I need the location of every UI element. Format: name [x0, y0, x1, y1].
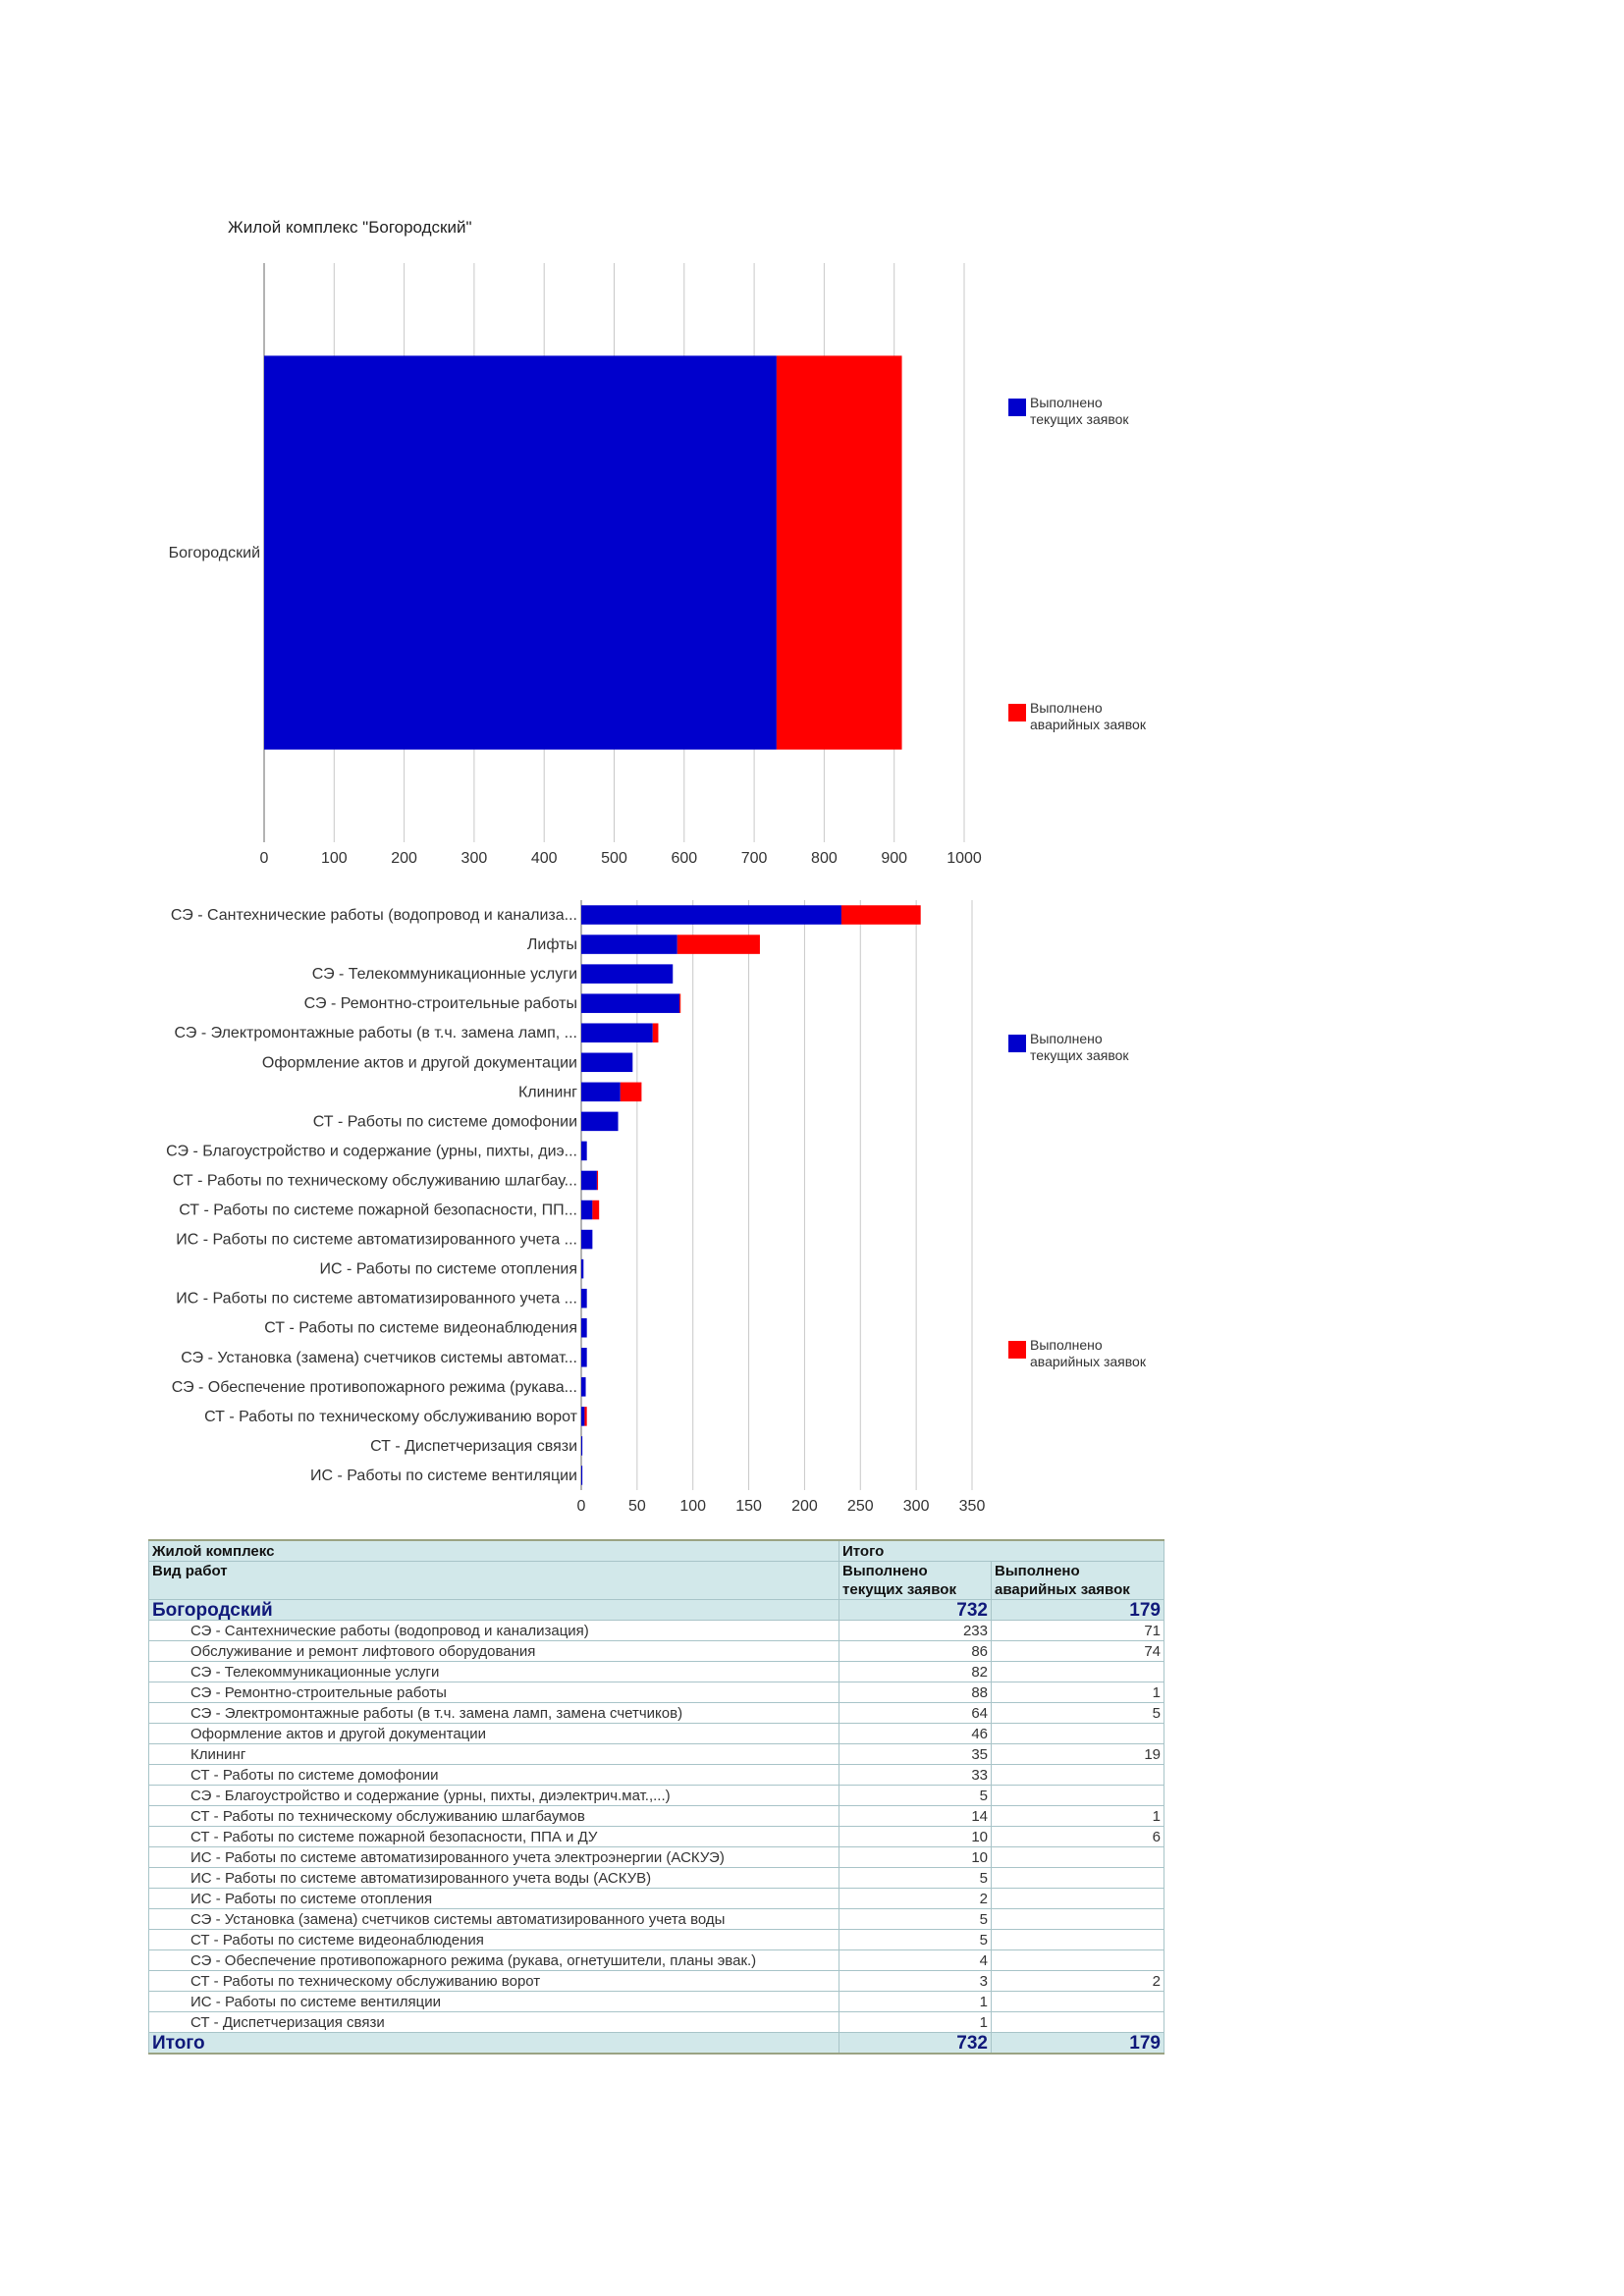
chart1-tick-label: 300: [460, 850, 488, 867]
chart1-legend-current: [1008, 395, 1177, 428]
chart2-category-label: Клининг: [517, 1084, 577, 1101]
chart1-tick-label: 1000: [947, 850, 982, 867]
chart1-svg: [0, 0, 1624, 883]
table-row: [149, 1930, 1164, 1950]
row-current: 1: [839, 2012, 992, 2033]
chart1-tick-label: 0: [259, 850, 269, 867]
table-row: [149, 1724, 1164, 1744]
chart1-tick-label: 900: [881, 850, 908, 867]
chart2-category-label: СТ - Работы по техническому обслуживанию ворот: [204, 1408, 577, 1425]
chart1-title: Жилой комплекс "Богородский": [228, 218, 472, 237]
chart2-bar-current: [581, 1436, 582, 1456]
row-current: 82: [839, 1662, 992, 1682]
table-row: [149, 1765, 1164, 1786]
chart2-category-label: СЭ - Благоустройство и содержание (урны, пихты, диэ...: [166, 1143, 577, 1160]
group-row: [149, 1600, 1164, 1621]
chart1-bar-emergency: [777, 355, 902, 749]
row-current: 46: [839, 1724, 992, 1744]
header-work-type: Вид работ: [149, 1562, 839, 1600]
chart2-bar-emergency: [841, 905, 921, 925]
row-work-type: СТ - Работы по системе пожарной безопасности, ППА и ДУ: [149, 1827, 839, 1847]
row-work-type: Обслуживание и ремонт лифтового оборудования: [149, 1641, 839, 1662]
chart2-category-label: СЭ - Сантехнические работы (водопровод и канализа...: [170, 907, 577, 925]
chart2-category-label: СЭ - Установка (замена) счетчиков системы автомат...: [181, 1349, 577, 1366]
chart2-bar-current: [581, 1023, 653, 1042]
chart2-bar-current: [581, 1230, 592, 1250]
chart2-category-label: СЭ - Телекоммуникационные услуги: [311, 966, 577, 984]
table-row: [149, 1786, 1164, 1806]
total-row: [149, 2033, 1164, 2055]
table-row: [149, 1806, 1164, 1827]
table-row: [149, 1662, 1164, 1682]
table-row: [149, 1889, 1164, 1909]
legend-swatch-current: [1008, 1035, 1026, 1052]
chart1-category-label: Богородский: [168, 545, 260, 561]
chart2-bar-current: [581, 1466, 582, 1485]
table-row: [149, 1847, 1164, 1868]
row-current: 14: [839, 1806, 992, 1827]
legend-label-emergency: Выполнено аварийных заявок: [1030, 700, 1146, 732]
table-row: [149, 1621, 1164, 1641]
chart1-tick-label: 500: [601, 850, 627, 867]
table-header-row-1: [149, 1540, 1164, 1562]
chart2-bar-current: [581, 1053, 632, 1073]
chart2-category-label: СТ - Работы по техническому обслуживанию шлагбау...: [172, 1172, 577, 1190]
table-row: [149, 1744, 1164, 1765]
row-emergency: 2: [992, 1971, 1164, 1992]
chart2-category-label: СЭ - Обеспечение противопожарного режима (рукава...: [171, 1378, 577, 1396]
chart2-tick-label: 0: [576, 1498, 586, 1515]
row-current: 5: [839, 1909, 992, 1930]
chart2-bar-current: [581, 1348, 587, 1367]
table-row: [149, 1868, 1164, 1889]
chart2-bar-current: [581, 1407, 584, 1426]
legend-swatch-emergency: [1008, 704, 1026, 721]
chart2-tick-label: 200: [791, 1498, 818, 1515]
legend-swatch-current: [1008, 399, 1026, 416]
chart2-category-label: СЭ - Электромонтажные работы (в т.ч. замена ламп, ...: [174, 1025, 577, 1042]
row-emergency: 1: [992, 1806, 1164, 1827]
chart2-category-label: Оформление актов и другой документации: [261, 1054, 577, 1072]
chart1-tick-label: 600: [671, 850, 698, 867]
chart2-category-label: ИС - Работы по системе автоматизированного учета ...: [176, 1231, 577, 1249]
report-table: [148, 1539, 1164, 2055]
row-current: 10: [839, 1827, 992, 1847]
table-header-row-2: [149, 1562, 1164, 1600]
row-current: 1: [839, 1992, 992, 2012]
chart2-bar-current: [581, 905, 841, 925]
row-current: 4: [839, 1950, 992, 1971]
row-work-type: СТ - Работы по техническому обслуживанию ворот: [149, 1971, 839, 1992]
chart2-category-label: СТ - Работы по системе видеонаблюдения: [264, 1319, 577, 1337]
row-current: 3: [839, 1971, 992, 1992]
row-emergency: [992, 1724, 1164, 1744]
chart2-bar-current: [581, 993, 679, 1013]
row-current: 64: [839, 1703, 992, 1724]
row-emergency: 5: [992, 1703, 1164, 1724]
header-complex: Жилой комплекс: [149, 1540, 839, 1562]
row-emergency: [992, 1847, 1164, 1868]
table-row: [149, 1703, 1164, 1724]
group-current: 732: [839, 1600, 992, 1621]
chart2-bar-emergency: [621, 1083, 642, 1102]
chart1-bar-current: [264, 355, 777, 749]
row-emergency: [992, 1950, 1164, 1971]
chart2-category-label: ИС - Работы по системе автоматизированного учета ...: [176, 1290, 577, 1308]
row-current: 10: [839, 1847, 992, 1868]
row-emergency: 1: [992, 1682, 1164, 1703]
chart2-bar-emergency: [584, 1407, 586, 1426]
chart2-bar-current: [581, 1259, 583, 1279]
chart1-tick-label: 100: [320, 850, 348, 867]
total-label: Итого: [149, 2033, 839, 2055]
table-row: [149, 1827, 1164, 1847]
chart2-bar-emergency: [592, 1201, 599, 1220]
chart2-bar-current: [581, 964, 673, 984]
chart2-bar-current: [581, 1289, 587, 1308]
row-emergency: [992, 1992, 1164, 2012]
row-work-type: СЭ - Ремонтно-строительные работы: [149, 1682, 839, 1703]
row-emergency: [992, 1786, 1164, 1806]
row-emergency: [992, 1765, 1164, 1786]
row-current: 86: [839, 1641, 992, 1662]
row-emergency: [992, 2012, 1164, 2033]
chart2-category-label: Лифты: [526, 936, 577, 954]
row-current: 2: [839, 1889, 992, 1909]
legend-label-current: Выполнено текущих заявок: [1030, 395, 1129, 427]
table-row: [149, 1992, 1164, 2012]
chart2-bar-emergency: [653, 1023, 659, 1042]
row-work-type: ИС - Работы по системе автоматизированного учета воды (АСКУВ): [149, 1868, 839, 1889]
row-current: 88: [839, 1682, 992, 1703]
chart1-legend-emergency: [1008, 700, 1177, 733]
chart2-bar-current: [581, 934, 677, 954]
chart2-tick-label: 150: [735, 1498, 762, 1515]
group-name: Богородский: [149, 1600, 839, 1621]
chart2-bar-current: [581, 1318, 587, 1338]
row-emergency: [992, 1930, 1164, 1950]
header-total: Итого: [839, 1540, 1164, 1562]
chart2-bar-current: [581, 1083, 621, 1102]
row-work-type: СЭ - Телекоммуникационные услуги: [149, 1662, 839, 1682]
chart2-bar-current: [581, 1112, 619, 1132]
header-current: Выполнено текущих заявок: [839, 1562, 992, 1600]
table-row: [149, 1971, 1164, 1992]
chart2-tick-label: 250: [846, 1498, 874, 1515]
row-work-type: ИС - Работы по системе вентиляции: [149, 1992, 839, 2012]
chart2-bar-current: [581, 1171, 597, 1191]
row-work-type: СТ - Диспетчеризация связи: [149, 2012, 839, 2033]
row-current: 233: [839, 1621, 992, 1641]
group-emergency: 179: [992, 1600, 1164, 1621]
row-current: 33: [839, 1765, 992, 1786]
row-emergency: 19: [992, 1744, 1164, 1765]
row-emergency: [992, 1909, 1164, 1930]
row-emergency: [992, 1662, 1164, 1682]
row-current: 5: [839, 1786, 992, 1806]
chart2-category-label: ИС - Работы по системе вентиляции: [310, 1467, 577, 1484]
row-emergency: [992, 1889, 1164, 1909]
chart1-tick-label: 700: [740, 850, 768, 867]
row-current: 35: [839, 1744, 992, 1765]
legend-label-current: Выполнено текущих заявок: [1030, 1031, 1129, 1063]
row-work-type: СТ - Работы по системе домофонии: [149, 1765, 839, 1786]
chart1-tick-label: 200: [391, 850, 417, 867]
row-emergency: 6: [992, 1827, 1164, 1847]
chart2-tick-label: 100: [679, 1498, 707, 1515]
row-work-type: ИС - Работы по системе автоматизированного учета электроэнергии (АСКУЭ): [149, 1847, 839, 1868]
row-work-type: ИС - Работы по системе отопления: [149, 1889, 839, 1909]
row-emergency: 74: [992, 1641, 1164, 1662]
table-row: [149, 1950, 1164, 1971]
row-work-type: СЭ - Установка (замена) счетчиков системы автоматизированного учета воды: [149, 1909, 839, 1930]
chart2-bar-current: [581, 1377, 586, 1397]
chart2-tick-label: 50: [627, 1498, 646, 1515]
row-work-type: СЭ - Благоустройство и содержание (урны, пихты, диэлектрич.мат.,...): [149, 1786, 839, 1806]
chart2-category-label: СЭ - Ремонтно-строительные работы: [303, 995, 577, 1013]
chart2-bar-current: [581, 1201, 592, 1220]
total-emergency: 179: [992, 2033, 1164, 2055]
chart1-tick-label: 400: [530, 850, 558, 867]
chart2-category-label: СТ - Работы по системе пожарной безопасности, ПП...: [179, 1201, 577, 1219]
row-emergency: 71: [992, 1621, 1164, 1641]
row-work-type: Оформление актов и другой документации: [149, 1724, 839, 1744]
row-work-type: СТ - Работы по системе видеонаблюдения: [149, 1930, 839, 1950]
row-work-type: СЭ - Обеспечение противопожарного режима (рукава, огнетушители, планы эвак.): [149, 1950, 839, 1971]
table-row: [149, 2012, 1164, 2033]
chart2-category-label: СТ - Диспетчеризация связи: [370, 1437, 577, 1455]
table-row: [149, 1641, 1164, 1662]
header-emergency: Выполнено аварийных заявок: [992, 1562, 1164, 1600]
chart2-category-label: ИС - Работы по системе отопления: [319, 1260, 577, 1278]
row-current: 5: [839, 1868, 992, 1889]
chart2-tick-label: 350: [958, 1498, 986, 1515]
row-emergency: [992, 1868, 1164, 1889]
chart2-bar-current: [581, 1142, 587, 1161]
chart2-bar-emergency: [597, 1171, 598, 1191]
chart2-legend-emergency: [1008, 1337, 1177, 1370]
row-work-type: СТ - Работы по техническому обслуживанию шлагбаумов: [149, 1806, 839, 1827]
chart2-bar-emergency: [677, 934, 760, 954]
table-row: [149, 1682, 1164, 1703]
chart1-tick-label: 800: [811, 850, 838, 867]
row-current: 5: [839, 1930, 992, 1950]
chart2-bar-emergency: [679, 993, 680, 1013]
row-work-type: Клининг: [149, 1744, 839, 1765]
total-current: 732: [839, 2033, 992, 2055]
chart2-legend-current: [1008, 1031, 1177, 1064]
legend-label-emergency: Выполнено аварийных заявок: [1030, 1337, 1146, 1369]
legend-swatch-emergency: [1008, 1341, 1026, 1359]
row-work-type: СЭ - Сантехнические работы (водопровод и канализация): [149, 1621, 839, 1641]
chart2-tick-label: 300: [902, 1498, 930, 1515]
chart2-category-label: СТ - Работы по системе домофонии: [312, 1113, 577, 1131]
table-row: [149, 1909, 1164, 1930]
row-work-type: СЭ - Электромонтажные работы (в т.ч. замена ламп, замена счетчиков): [149, 1703, 839, 1724]
